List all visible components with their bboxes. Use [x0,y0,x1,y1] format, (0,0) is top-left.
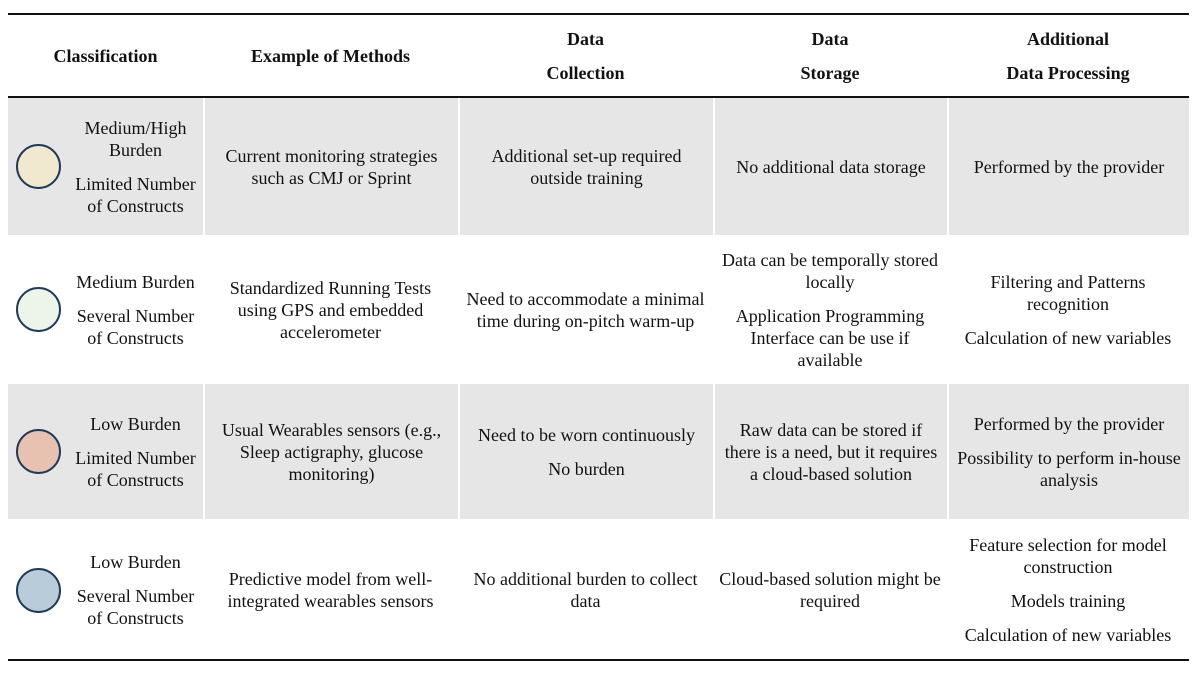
storage-cell: Raw data can be stored if there is a need, but it requires a cloud-based solution [713,384,947,519]
processing-cell: Feature selection for model construction Models training Calculation of new variables [964,535,1172,645]
table-row [8,98,1189,235]
methods-cell: Usual Wearables sensors (e.g., Sleep actigraphy, glucose monitoring) [203,384,458,519]
processing-cell: Filtering and Patterns recognition Calculation of new variables [964,271,1172,348]
collection-cell: Additional set-up required outside training [458,98,713,235]
storage-cell: Cloud-based solution might be required [719,569,941,611]
table-row [8,384,1189,519]
classification-cell [8,384,203,519]
header-data-collection: Data Collection [546,28,625,83]
constructs-label: Several Number of Constructs [76,305,195,348]
header-data-processing: Additional Data Processing [1006,28,1130,83]
collection-cell: Need to accommodate a minimal time during on-pitch warm-up [466,288,705,331]
processing-cell: Performed by the provider [947,98,1189,235]
constructs-label: Several Number of Constructs [76,586,195,628]
burden-circle-icon [16,287,61,332]
header-classification: Classification [53,45,158,66]
methods-cell: Predictive model from well-integrated wearables sensors [227,569,434,611]
constructs-label: Limited Number of Constructs [75,173,196,216]
storage-cell: No additional data storage [713,98,947,235]
collection-cell: Need to be worn continuously No burden [458,384,713,519]
table-row [8,237,1189,382]
classification-cell [8,237,203,382]
classification-cell [8,98,203,235]
burden-circle-icon [16,144,61,189]
table-row [8,521,1189,659]
processing-cell: Performed by the provider Possibility to perform in-house analysis [947,384,1189,519]
header-data-storage: Data Storage [800,28,860,83]
burden-label: Medium Burden [76,271,195,292]
collection-cell: No additional burden to collect data [473,569,698,611]
burden-circle-icon [16,429,61,474]
burden-label: Medium/High Burden [84,117,187,160]
table-bottom-rule [8,659,1189,661]
classification-cell [8,521,203,659]
burden-label: Low Burden [90,413,181,434]
methods-cell: Current monitoring strategies such as CMJ or Sprint [203,98,458,235]
burden-circle-icon [16,568,61,613]
methods-cell: Standardized Running Tests using GPS and embedded accelerometer [229,277,432,342]
storage-cell: Data can be temporally stored locally Application Programming Interface can be use if available [722,249,938,370]
table-header [8,15,1189,96]
header-methods: Example of Methods [251,45,410,66]
constructs-label: Limited Number of Constructs [75,447,196,490]
burden-label: Low Burden [90,552,181,572]
